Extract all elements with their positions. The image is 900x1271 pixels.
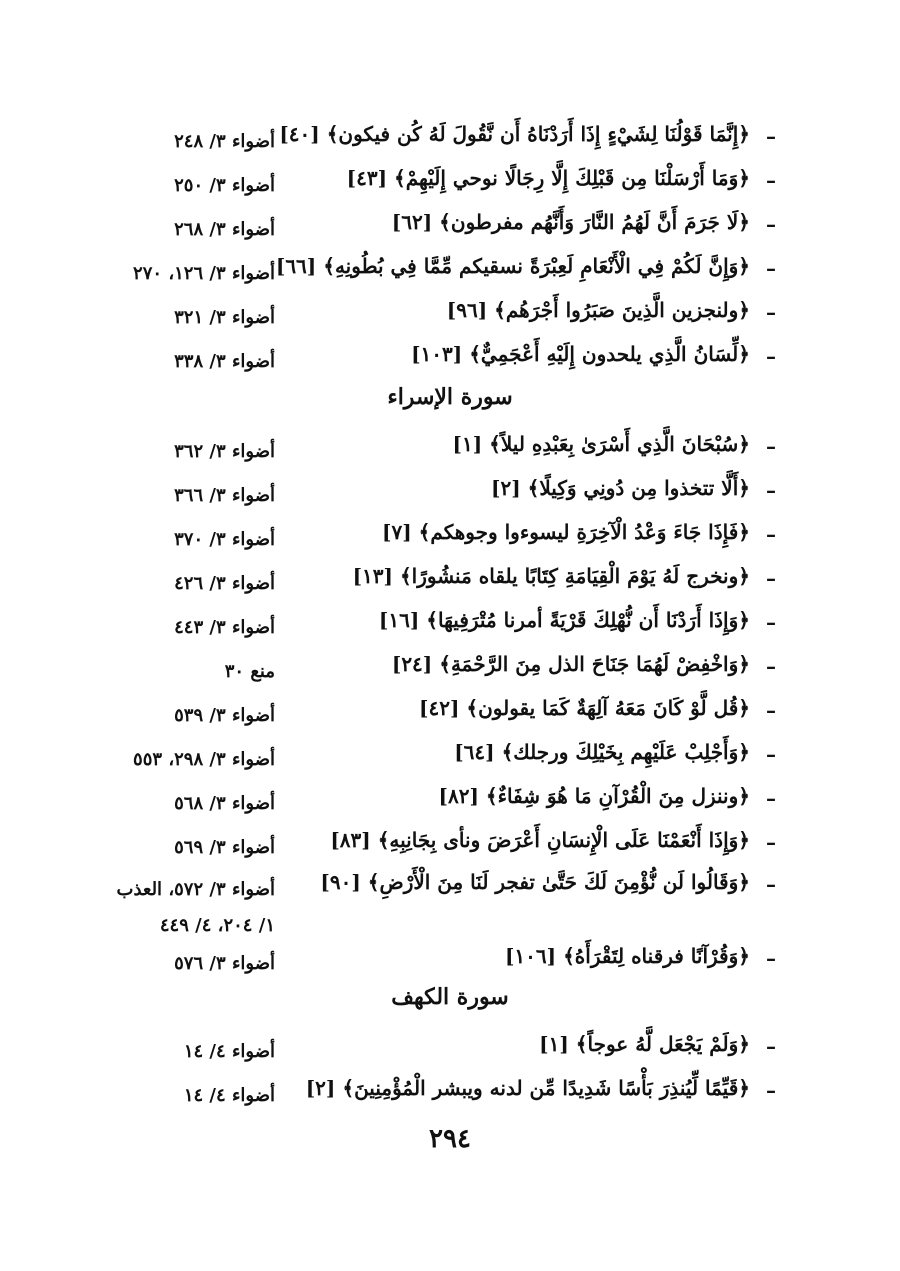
list-item bbox=[100, 428, 790, 468]
reference-text: أضواء ٣/ ٢٥٠ bbox=[174, 175, 275, 196]
verse-text: ﴿وَلَمْ يَجْعَل لَّهُ عوجاً﴾ [١] bbox=[539, 1032, 750, 1056]
bullet-dash: – bbox=[766, 434, 776, 458]
reference-text: أضواء ٤/ ١٤ bbox=[183, 1085, 275, 1106]
verse-text: ﴿قُل لَّوْ كَانَ مَعَهُ آلِهَةٌ كَمَا يقولون﴾ [٤٢] bbox=[418, 696, 750, 720]
verse-text: ﴿إِنَّمَا قَوْلُنَا لِشَيْءٍ إِذَا أَرَدْنَاهُ أَن نَّقُولَ لَهُ كُن فيكون﴾ [٤٠] bbox=[279, 122, 750, 146]
verse-text: ﴿فَإِذَا جَاءَ وَعْدُ الْآخِرَةِ ليسوءوا وجوهكم﴾ [٧] bbox=[382, 520, 750, 544]
list-item bbox=[100, 560, 790, 600]
reference-text: أضواء ٣/ ١٢٦، ٢٧٠ bbox=[133, 263, 275, 284]
verse-text: ﴿ولنجزين الَّذِينَ صَبَرُوا أَجْرَهُم﴾ [٩٦] bbox=[446, 298, 750, 322]
list-item bbox=[100, 648, 790, 688]
bullet-dash: – bbox=[766, 654, 776, 678]
bullet-dash: – bbox=[766, 742, 776, 766]
verse-text: ﴿وَقَالُوا لَن نُّؤْمِنَ لَكَ حَتَّىٰ تفجر لَنَا مِنَ الْأَرْضِ﴾ [٩٠] bbox=[320, 870, 750, 894]
verse-text: ﴿أَلَّا تتخذوا مِن دُونِي وَكِيلًا﴾ [٢] bbox=[490, 476, 750, 500]
page-number: ٢٩٤ bbox=[429, 1124, 471, 1154]
list-item bbox=[100, 736, 790, 776]
reference-text: أضواء ٤/ ١٤ bbox=[183, 1041, 275, 1062]
list-item bbox=[100, 940, 790, 980]
bullet-dash: – bbox=[766, 830, 776, 854]
list-item bbox=[100, 206, 790, 246]
list-item bbox=[100, 866, 790, 936]
reference-text: أضواء ٣/ ٣٦٢ bbox=[174, 441, 275, 462]
reference-text: أضواء ٣/ ٥٦٩ bbox=[174, 837, 275, 858]
list-item bbox=[100, 338, 790, 378]
bullet-dash: – bbox=[766, 168, 776, 192]
verse-text: ﴿لِّسَانُ الَّذِي يلحدون إِلَيْهِ أَعْجَمِيٌّ﴾ [١٠٣] bbox=[411, 342, 750, 366]
bullet-dash: – bbox=[766, 212, 776, 236]
list-item bbox=[100, 824, 790, 864]
reference-line-2: ١/ ٢٠٤، ٤/ ٤٤٩ bbox=[159, 915, 275, 936]
reference-text: أضواء ٣/ ٢٤٨ bbox=[174, 131, 275, 152]
bullet-dash: – bbox=[766, 344, 776, 368]
verse-text: ﴿وَإِذَا أَرَدْنَا أَن نُّهْلِكَ قَرْيَةً أمرنا مُتْرَفِيهَا﴾ [١٦] bbox=[378, 608, 750, 632]
list-item bbox=[100, 294, 790, 334]
reference-text bbox=[117, 872, 276, 944]
reference-text: أضواء ٣/ ٥٦٨ bbox=[174, 793, 275, 814]
verse-text: ﴿وَمَا أَرْسَلْنَا مِن قَبْلِكَ إِلَّا رِجَالًا نوحي إِلَيْهِمْ﴾ [٤٣] bbox=[346, 166, 750, 190]
reference-text: أضواء ٣/ ٢٩٨، ٥٥٣ bbox=[133, 749, 275, 770]
reference-text: أضواء ٣/ ٥٧٦ bbox=[174, 953, 275, 974]
bullet-dash: – bbox=[766, 124, 776, 148]
list-item bbox=[100, 780, 790, 820]
surah-heading: سورة الإسراء bbox=[387, 384, 513, 410]
bullet-dash: – bbox=[766, 522, 776, 546]
reference-text: أضواء ٣/ ٣٢١ bbox=[174, 307, 275, 328]
list-item bbox=[100, 1028, 790, 1068]
bullet-dash: – bbox=[766, 1078, 776, 1102]
verse-text: ﴿وَقُرْآنًا فرقناه لِتَقْرَأَهُ﴾ [١٠٦] bbox=[504, 944, 750, 968]
list-item bbox=[100, 692, 790, 732]
bullet-dash: – bbox=[766, 610, 776, 634]
surah-heading: سورة الكهف bbox=[391, 984, 509, 1010]
reference-text: أضواء ٣/ ٢٦٨ bbox=[174, 219, 275, 240]
verse-text: ﴿ونخرج لَهُ يَوْمَ الْقِيَامَةِ كِتَابًا يلقاه مَنشُورًا﴾ [١٣] bbox=[352, 564, 750, 588]
bullet-dash: – bbox=[766, 300, 776, 324]
list-item bbox=[100, 516, 790, 556]
list-item bbox=[100, 1072, 790, 1112]
bullet-dash: – bbox=[766, 872, 776, 896]
verse-text: ﴿لَا جَرَمَ أَنَّ لَهُمُ النَّارَ وَأَنَّهُم مفرطون﴾ [٦٢] bbox=[391, 210, 750, 234]
reference-text: أضواء ٣/ ٣٣٨ bbox=[174, 351, 275, 372]
verse-text: ﴿سُبْحَانَ الَّذِي أَسْرَىٰ بِعَبْدِهِ ليلاً﴾ [١] bbox=[452, 432, 750, 456]
verse-text: ﴿قَيِّمًا لِّيُنذِرَ بَأْسًا شَدِيدًا مِّن لدنه ويبشر الْمُؤْمِنِينَ﴾ [٢] bbox=[305, 1076, 750, 1100]
bullet-dash: – bbox=[766, 566, 776, 590]
bullet-dash: – bbox=[766, 1034, 776, 1058]
bullet-dash: – bbox=[766, 946, 776, 970]
bullet-dash: – bbox=[766, 786, 776, 810]
list-item bbox=[100, 118, 790, 158]
verse-text: ﴿وَاخْفِضْ لَهُمَا جَنَاحَ الذل مِنَ الرَّحْمَةِ﴾ [٢٤] bbox=[391, 652, 750, 676]
list-item bbox=[100, 604, 790, 644]
verse-text: ﴿وَأَجْلِبْ عَلَيْهِم بِخَيْلِكَ ورجلك﴾ [٦٤] bbox=[454, 740, 750, 764]
bullet-dash: – bbox=[766, 478, 776, 502]
list-item bbox=[100, 162, 790, 202]
reference-line-1: أضواء ٣/ ٥٧٢، العذب bbox=[116, 879, 275, 900]
verse-text: ﴿وَإِذَا أَنْعَمْنَا عَلَى الْإِنسَانِ أَعْرَضَ ونأى بِجَانِبِهِ﴾ [٨٣] bbox=[330, 828, 750, 852]
list-item bbox=[100, 250, 790, 290]
bullet-dash: – bbox=[766, 698, 776, 722]
verse-text: ﴿وَإِنَّ لَكُمْ فِي الْأَنْعَامِ لَعِبْرَةً نسقيكم مِّمَّا فِي بُطُونِهِ﴾ [٦٦] bbox=[275, 254, 750, 278]
verse-text: ﴿وننزل مِنَ الْقُرْآنِ مَا هُوَ شِفَاءٌ﴾ [٨٢] bbox=[438, 784, 750, 808]
reference-text: أضواء ٣/ ٣٧٠ bbox=[174, 529, 275, 550]
reference-text: أضواء ٣/ ٤٢٦ bbox=[174, 573, 275, 594]
list-item bbox=[100, 472, 790, 512]
reference-text: أضواء ٣/ ٤٤٣ bbox=[174, 617, 275, 638]
reference-text: منع ٣٠ bbox=[224, 661, 275, 682]
reference-text: أضواء ٣/ ٣٦٦ bbox=[174, 485, 275, 506]
bullet-dash: – bbox=[766, 256, 776, 280]
reference-text: أضواء ٣/ ٥٣٩ bbox=[174, 705, 275, 726]
